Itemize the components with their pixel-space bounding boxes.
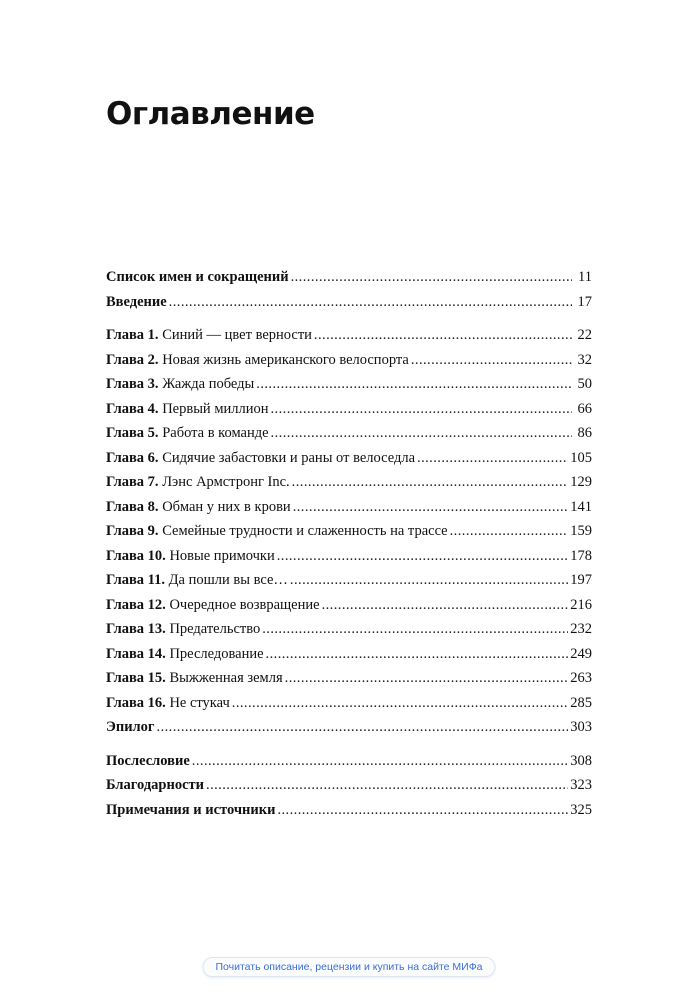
toc-entry-title [106,372,254,397]
toc-chapter-number: Глава 4. [106,400,159,417]
toc-page-number: 86 [577,425,592,441]
dot-leader [411,348,572,373]
toc-chapter-title: Первый миллион [162,400,269,417]
toc-entry [106,495,592,520]
toc-entry [106,544,592,569]
dot-leader [450,519,569,544]
toc-page-number: 197 [570,572,592,588]
table-of-contents [106,265,592,822]
toc-entry-title [106,666,283,691]
toc-chapter-number: Глава 5. [106,425,159,441]
toc-page-number: 159 [570,523,592,539]
buy-on-site-link[interactable]: Почитать описание, рецензии и купить на сайте МИФа [202,957,495,977]
toc-entry-title [106,642,264,667]
toc-entry [106,593,592,618]
toc-chapter-title: Выжженная земля [169,670,283,686]
toc-chapter-number: Глава 16. [106,694,166,711]
toc-entry-title [106,544,275,569]
toc-chapter-title: Новая жизнь американского велоспорта [162,351,409,368]
toc-chapter-title: Преследование [169,645,264,662]
toc-entry [106,372,592,397]
toc-entry [106,470,592,495]
dot-leader [277,798,568,823]
dot-leader [290,568,568,593]
dot-leader [277,544,569,569]
toc-page-number: 105 [570,449,592,466]
toc-page-number: 232 [570,621,592,637]
toc-page-number: 308 [570,752,592,769]
toc-entry-title [106,773,204,798]
toc-chapter-number: Глава 7. [106,474,159,490]
toc-page-number: 323 [570,777,592,793]
toc-entry [106,568,592,593]
toc-page-number: 50 [577,376,592,392]
toc-entry [106,397,592,422]
toc-entry [106,323,592,348]
toc-entry [106,666,592,691]
toc-page-number: 66 [577,400,592,417]
toc-entry-title [106,691,230,716]
toc-page-number: 178 [570,547,592,564]
dot-leader [314,323,572,348]
toc-entry [106,715,592,740]
toc-entry-title [106,446,415,471]
toc-chapter-title: Жажда победы [162,376,255,392]
dot-leader [271,397,573,422]
toc-chapter-title: Список имен и сокращений [106,269,289,285]
toc-entry [106,642,592,667]
dot-leader [206,773,568,798]
toc-chapter-title: Обман у них в крови [162,498,291,515]
toc-entry-title [106,265,289,290]
toc-entry-title [106,421,269,446]
toc-entry-title [106,715,155,740]
dot-leader [293,495,569,520]
toc-entry [106,798,592,823]
toc-entry-title [106,568,288,593]
toc-chapter-title: Лэнс Армстронг Inc. [162,474,290,490]
toc-entry [106,749,592,774]
dot-leader [322,593,569,618]
toc-entry-title [106,593,320,618]
toc-entry-title [106,798,275,823]
toc-entry-title [106,348,409,373]
dot-leader [285,666,569,691]
toc-chapter-number: Глава 11. [106,572,166,588]
toc-entry [106,265,592,290]
toc-page-number: 129 [570,474,592,490]
toc-chapter-number: Глава 6. [106,449,159,466]
toc-entry [106,446,592,471]
toc-page-number: 216 [570,596,592,613]
dot-leader [192,749,568,774]
toc-chapter-title: Сидячие забастовки и раны от велоседла [162,449,416,466]
page-title: Оглавление [106,96,315,132]
toc-entry [106,290,592,315]
toc-chapter-number: Глава 14. [106,645,166,662]
dot-leader [256,372,572,397]
toc-page-number: 22 [577,327,592,343]
toc-chapter-number: Глава 10. [106,547,166,564]
dot-leader [266,642,569,667]
toc-chapter-title: Да пошли вы все… [168,572,288,588]
toc-chapter-title: Очередное возвращение [169,596,320,613]
toc-page-number: 249 [570,645,592,662]
toc-chapter-title: Послесловие [106,752,190,769]
toc-entry [106,421,592,446]
toc-entry-title [106,749,190,774]
toc-chapter-title: Введение [106,293,167,310]
toc-chapter-number: Глава 2. [106,351,159,368]
toc-chapter-title: Благодарности [106,777,205,793]
toc-chapter-number: Глава 1. [106,327,159,343]
dot-leader [291,265,572,290]
toc-chapter-title: Эпилог [106,719,155,735]
toc-page-number: 17 [577,293,592,310]
toc-page-number: 303 [570,719,592,735]
toc-chapter-title: Предательство [169,621,261,637]
toc-page-number: 32 [577,351,592,368]
toc-entry-title [106,323,312,348]
toc-entry [106,617,592,642]
dot-leader [271,421,572,446]
toc-chapter-title: Примечания и источники [106,801,276,818]
dot-leader [262,617,568,642]
toc-chapter-number: Глава 3. [106,376,159,392]
dot-leader [157,715,569,740]
toc-chapter-number: Глава 15. [106,670,166,686]
toc-entry [106,773,592,798]
toc-entry-title [106,617,260,642]
toc-entry-title [106,495,291,520]
toc-page-number: 285 [570,694,592,711]
toc-chapter-title: Семейные трудности и слаженность на трассе [162,523,448,539]
toc-chapter-number: Глава 8. [106,498,159,515]
toc-page-number: 263 [570,670,592,686]
toc-page-number: 11 [578,269,592,285]
toc-entry-title [106,290,167,315]
toc-chapter-title: Не стукач [169,694,230,711]
toc-chapter-number: Глава 12. [106,596,166,613]
toc-chapter-title: Работа в команде [162,425,269,441]
dot-leader [169,290,572,315]
dot-leader [417,446,568,471]
dot-leader [232,691,568,716]
dot-leader [292,470,569,495]
toc-page-number: 325 [570,801,592,818]
toc-page-number: 141 [570,498,592,515]
toc-chapter-title: Синий — цвет верности [162,327,312,343]
toc-entry-title [106,470,290,495]
toc-entry [106,691,592,716]
toc-entry-title [106,397,269,422]
toc-chapter-title: Новые примочки [169,547,275,564]
toc-entry [106,348,592,373]
toc-entry [106,519,592,544]
toc-chapter-number: Глава 9. [106,523,159,539]
toc-entry-title [106,519,448,544]
toc-chapter-number: Глава 13. [106,621,166,637]
